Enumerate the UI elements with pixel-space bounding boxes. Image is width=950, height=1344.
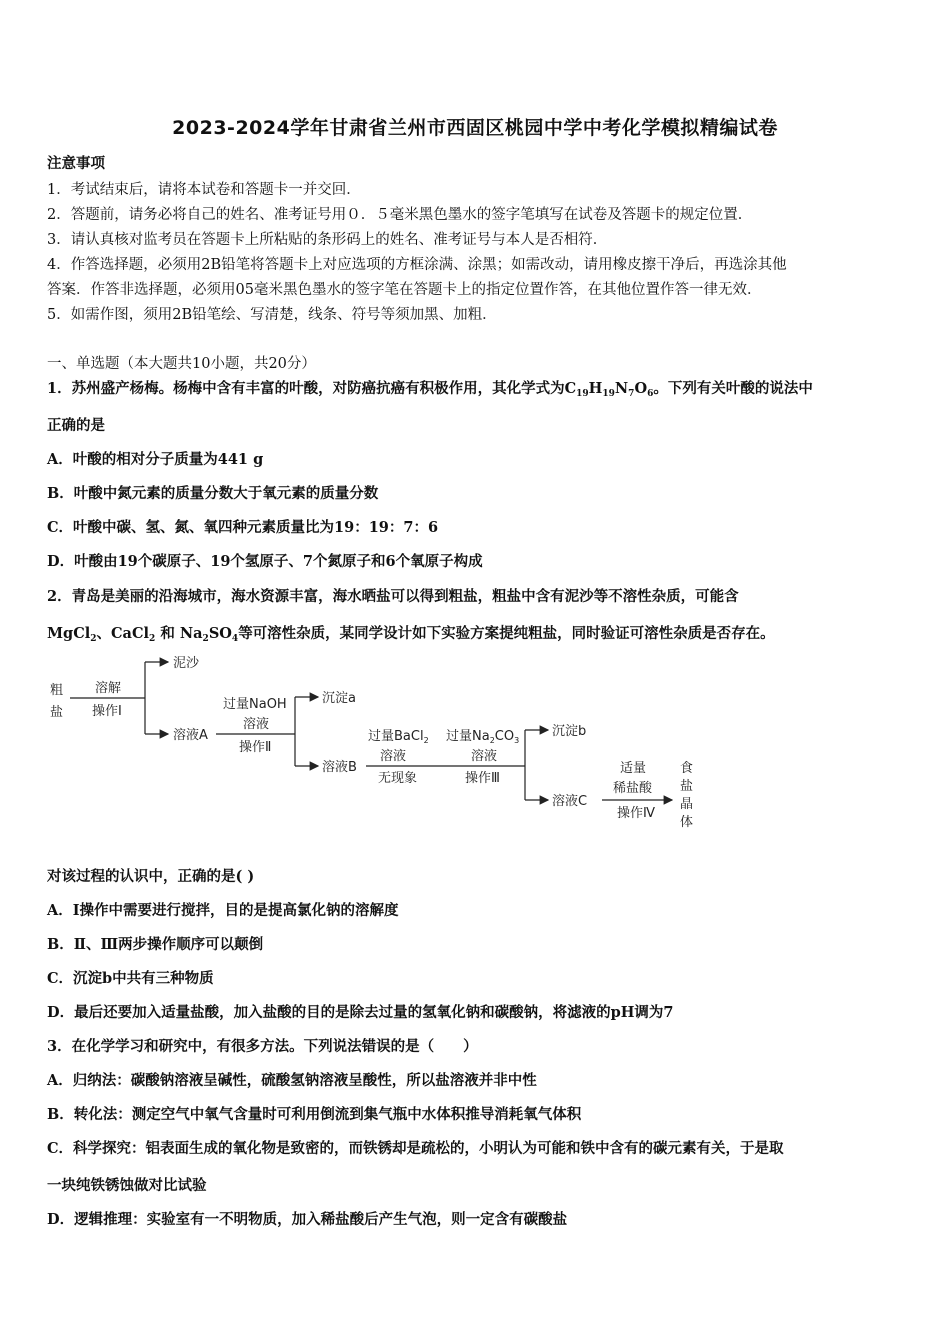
q2-option-d: D．最后还要加入适量盐酸，加入盐酸的目的是除去过量的氢氧化钠和碳酸钠，将滤液的pH调为7 xyxy=(47,1004,674,1021)
precipitate-a-label: 沉淀a xyxy=(322,691,356,706)
notice-item: 3．请认真核对监考员在答题卡上所粘贴的条形码上的姓名、准考证号与本人是否相符． xyxy=(47,232,608,248)
q1-option-d: D．叶酸由19个碳原子、19个氢原子、7个氮原子和6个氧原子构成 xyxy=(47,553,483,570)
notice-item: 答案．作答非选择题，必须用05毫米黑色墨水的签字笔在答题卡上的指定位置作答，在其他位置作答一律无效． xyxy=(47,282,762,298)
op4-reagent: 过量$Na_2CO_3$ xyxy=(446,729,520,745)
op1-name: 操作Ⅰ xyxy=(92,704,122,719)
q2-option-c: C．沉淀b中共有三种物质 xyxy=(47,970,214,987)
q2-impurities: MgCl$_2$、CaCl$_2$ 和 $Na_2SO_4$ xyxy=(47,625,239,644)
q3-option-c: C．科学探究：铝表面生成的氧化物是致密的，而铁锈却是疏松的，小明认为可能和铁中含有的碳元素有关，于是取 xyxy=(47,1140,784,1157)
q3-option-d: D．逻辑推理：实验室有一不明物质，加入稀盐酸后产生气泡，则一定含有碳酸盐 xyxy=(47,1211,568,1228)
notice-heading: 注意事项 xyxy=(47,155,105,172)
q2-question: 对该过程的认识中，正确的是( ) xyxy=(47,868,255,885)
op4-name: 操作Ⅲ xyxy=(465,771,500,786)
purification-flowchart xyxy=(40,650,720,850)
op5-name: 操作Ⅳ xyxy=(617,806,655,821)
mud-label: 泥沙 xyxy=(173,656,200,671)
op3-reagent: 过量BaCl$_2$ xyxy=(368,729,429,745)
solution-c-label: 溶液C xyxy=(552,794,588,809)
product-label: 体 xyxy=(680,815,694,830)
product-label: 食 xyxy=(680,761,694,776)
op5-reagent: 适量 xyxy=(620,761,647,776)
q2-stem-a: 2．青岛是美丽的沿海城市，海水资源丰富，海水晒盐可以得到粗盐，粗盐中含有泥沙等不溶性杂质，可能含 xyxy=(47,588,739,605)
q2-option-b: B．Ⅱ、Ⅲ两步操作顺序可以颠倒 xyxy=(47,936,264,953)
q3-stem: 3．在化学学习和研究中，有很多方法。下列说法错误的是（ ） xyxy=(47,1038,478,1055)
q1-stem-a: 1．苏州盛产杨梅。杨梅中含有丰富的叶酸，对防癌抗癌有积极作用，其化学式为 xyxy=(47,380,565,397)
q1-stem xyxy=(47,377,813,399)
q2-stem-b: MgCl$_2$、CaCl$_2$ 和 $Na_2SO_4$等可溶性杂质，某同学设计如下实验方案提纯粗盐，同时验证可溶性杂质是否存在。 xyxy=(47,625,775,644)
start-label: 盐 xyxy=(50,705,64,720)
solution-a-label: 溶液A xyxy=(173,728,208,743)
op3-reagent: 溶液 xyxy=(380,749,407,764)
op3-observation: 无现象 xyxy=(378,771,418,786)
op2-reagent: 溶液 xyxy=(243,717,270,732)
q1-option-b: B．叶酸中氮元素的质量分数大于氧元素的质量分数 xyxy=(47,485,379,502)
q3-option-b: B．转化法：测定空气中氧气含量时可利用倒流到集气瓶中水体积推导消耗氧气体积 xyxy=(47,1106,582,1123)
solution-b-label: 溶液B xyxy=(322,760,357,775)
product-label: 晶 xyxy=(680,797,694,812)
q3-option-a: A．归纳法：碳酸钠溶液呈碱性，硫酸氢钠溶液呈酸性，所以盐溶液并非中性 xyxy=(47,1072,537,1089)
op2-name: 操作Ⅱ xyxy=(239,740,272,755)
q1-stem-c: 正确的是 xyxy=(47,417,105,434)
notice-item: 1．考试结束后，请将本试卷和答题卡一并交回． xyxy=(47,182,361,198)
q1-stem-b: 。下列有关叶酸的说法中 xyxy=(653,380,813,397)
section-heading: 一、单选题（本大题共10小题，共20分） xyxy=(47,356,316,372)
product-label: 盐 xyxy=(680,779,694,794)
notice-item: 2．答题前，请务必将自己的姓名、准考证号用０．５毫米黑色墨水的签字笔填写在试卷及答题卡的规定位置． xyxy=(47,207,753,223)
op1-label: 溶解 xyxy=(95,681,122,696)
page-title: 2023-2024学年甘肃省兰州市西固区桃园中学中考化学模拟精编试卷 xyxy=(172,117,778,139)
op2-reagent: 过量NaOH xyxy=(223,697,287,712)
precipitate-b-label: 沉淀b xyxy=(552,724,587,739)
q1-formula: $C_{19}H_{19}N_7O_6$ xyxy=(564,380,654,399)
op5-reagent: 稀盐酸 xyxy=(613,781,653,796)
q1-option-a: A．叶酸的相对分子质量为441 g xyxy=(47,451,264,468)
op4-reagent: 溶液 xyxy=(471,749,498,764)
q2-option-a: A．Ⅰ操作中需要进行搅拌，目的是提高氯化钠的溶解度 xyxy=(47,902,399,919)
q1-option-c: C．叶酸中碳、氢、氮、氧四种元素质量比为19：19：7：6 xyxy=(47,519,439,536)
notice-item: 5．如需作图，须用2B铅笔绘、写清楚，线条、符号等须加黑、加粗． xyxy=(47,307,497,323)
q3-option-c-cont: 一块纯铁锈蚀做对比试验 xyxy=(47,1177,207,1194)
start-label: 粗 xyxy=(50,683,64,698)
notice-item: 4．作答选择题，必须用2B铅笔将答题卡上对应选项的方框涂满、涂黑；如需改动，请用橡皮擦干净后，再选涂其他 xyxy=(47,257,787,273)
